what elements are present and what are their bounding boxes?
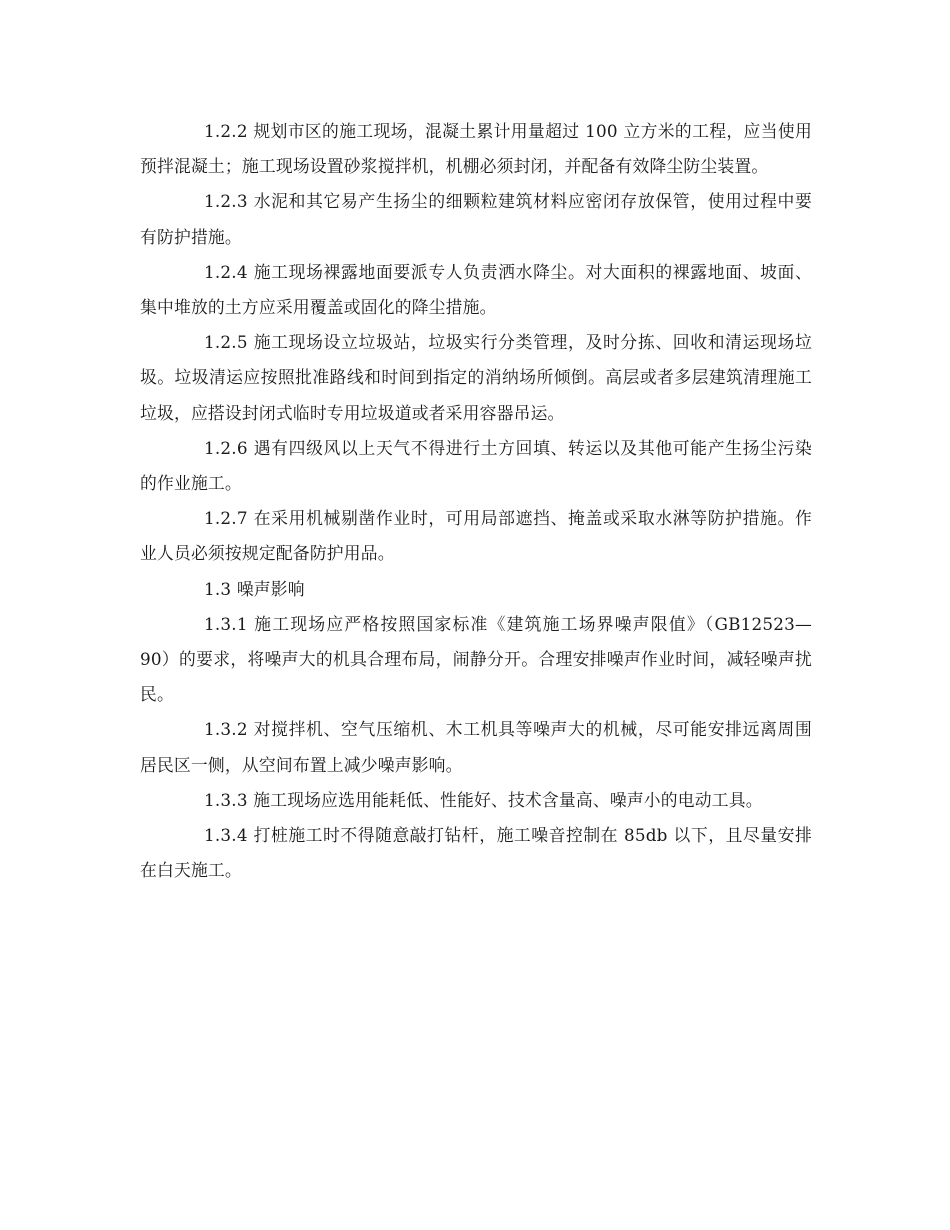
paragraph-1-2-4: 1.2.4 施工现场裸露地面要派专人负责洒水降尘。对大面积的裸露地面、坡面、集中堆放的土方应采用覆盖或固化的降尘措施。 (140, 261, 812, 318)
paragraph-1-2-6: 1.2.6 遇有四级风以上天气不得进行土方回填、转运以及其他可能产生扬尘污染的作业施工。 (140, 437, 812, 494)
paragraph-1-3-2: 1.3.2 对搅拌机、空气压缩机、木工机具等噪声大的机械，尽可能安排远离周围居民区一侧，从空间布置上减少噪声影响。 (140, 719, 812, 775)
paragraph-1-3-4: 1.3.4 打桩施工时不得随意敲打钻杆，施工噪音控制在 85db 以下，且尽量安排在白天施工。 (140, 825, 812, 881)
paragraph-1-2-7: 1.2.7 在采用机械剔凿作业时，可用局部遮挡、掩盖或采取水淋等防护措施。作业人员必须按规定配备防护用品。 (140, 508, 812, 564)
section-heading-1-3: 1.3 噪声影响 (204, 578, 305, 599)
paragraph-1-2-3: 1.2.3 水泥和其它易产生扬尘的细颗粒建筑材料应密闭存放保管，使用过程中要有防护措施。 (140, 191, 812, 247)
document-body (140, 114, 812, 888)
paragraph-1-2-5: 1.2.5 施工现场设立垃圾站，垃圾实行分类管理，及时分拣、回收和清运现场垃圾。垃圾清运应按照批准路线和时间到指定的消纳场所倾倒。高层或者多层建筑清理施工垃圾，应搭设封闭式临时专用垃圾道或者采用容器吊运。 (140, 332, 812, 423)
paragraph-1-3-1: 1.3.1 施工现场应严格按照国家标准《建筑施工场界噪声限值》（GB12523—90）的要求，将噪声大的机具合理布局，闹静分开。合理安排噪声作业时间，减轻噪声扰民。 (140, 613, 812, 705)
paragraph-1-3-3: 1.3.3 施工现场应选用能耗低、性能好、技术含量高、噪声小的电动工具。 (204, 789, 763, 810)
paragraph-1-2-2: 1.2.2 规划市区的施工现场，混凝土累计用量超过 100 立方米的工程，应当使用预拌混凝土；施工现场设置砂浆搅拌机，机棚必须封闭，并配备有效降尘防尘装置。 (140, 121, 812, 177)
